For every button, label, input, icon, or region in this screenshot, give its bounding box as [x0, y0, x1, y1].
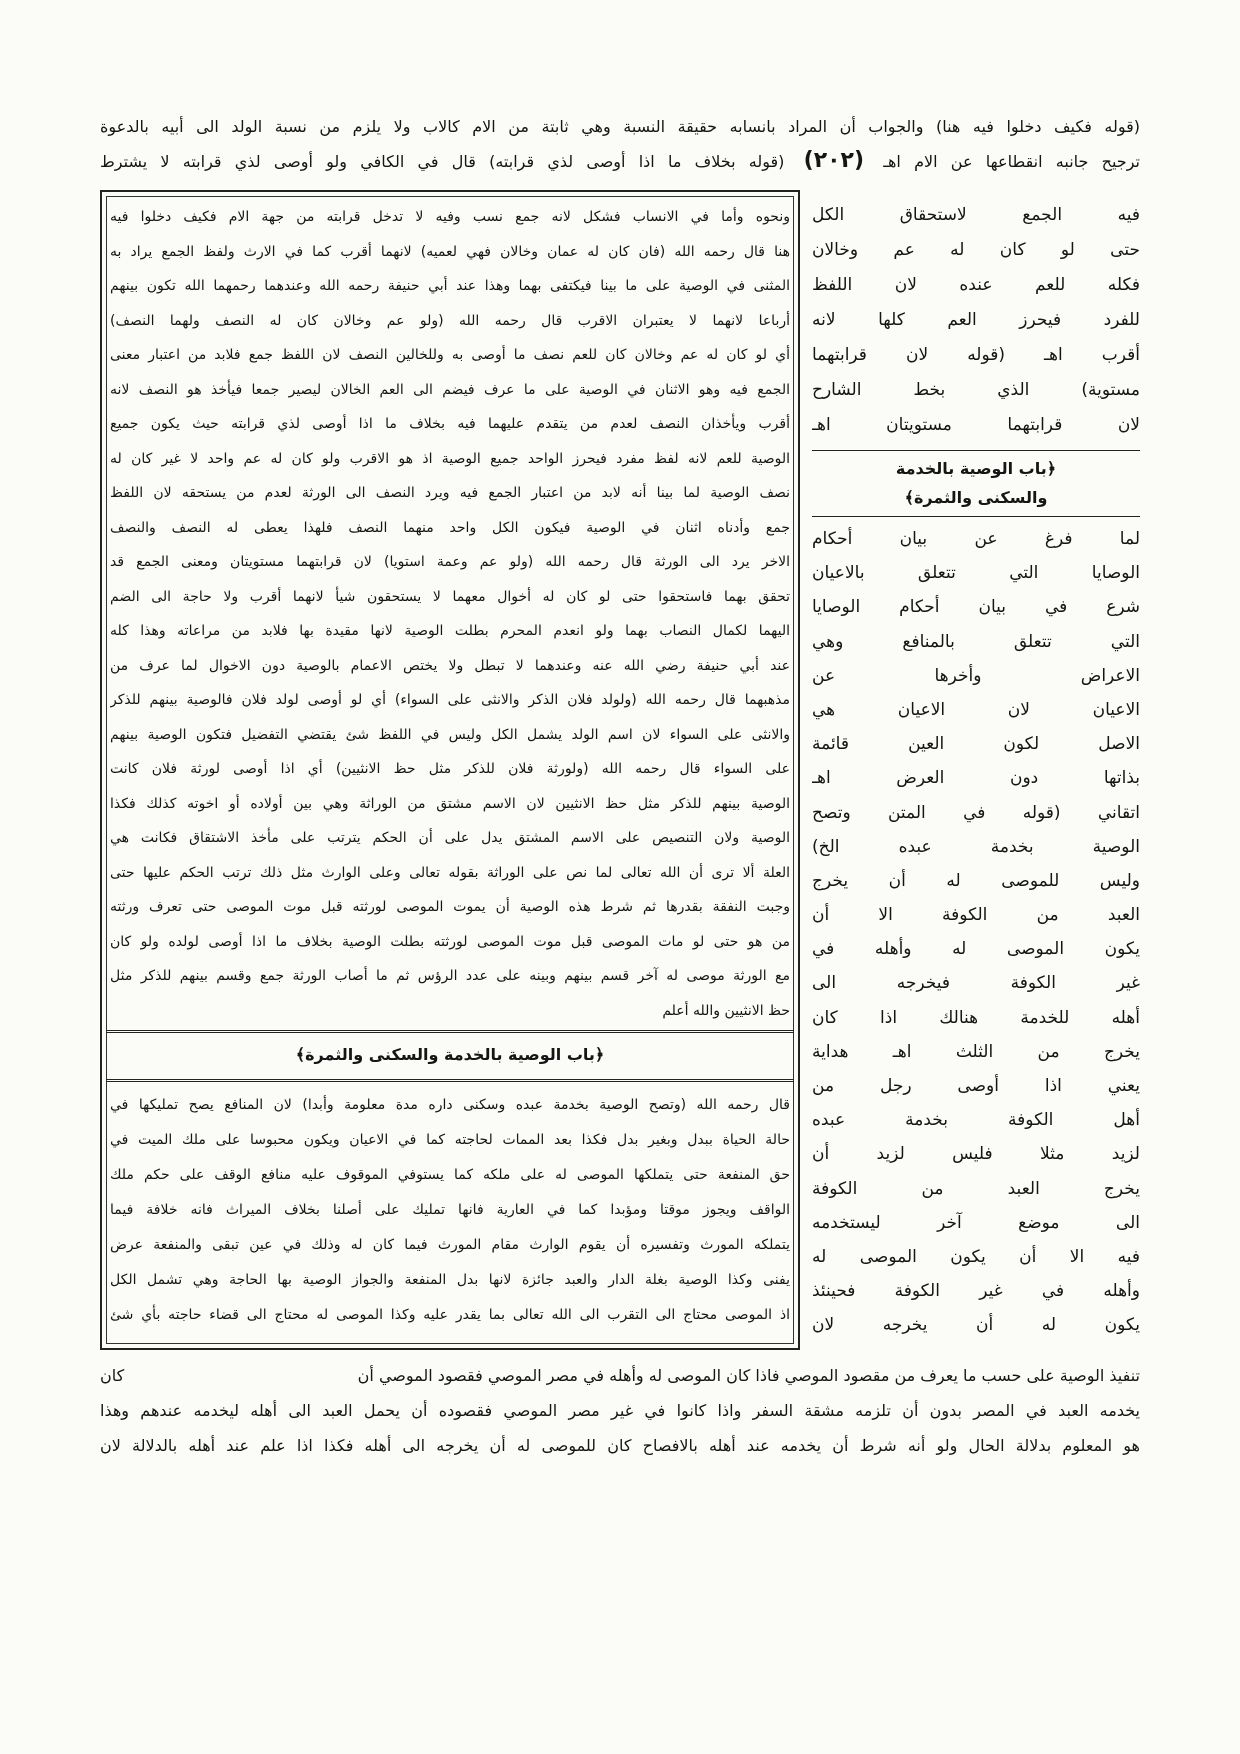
header-line-segment: ترجيح جانبه انقطاعها عن الام اهـ — [883, 152, 1140, 171]
margin-line: بذاتها دون العرض اهـ — [812, 768, 1140, 789]
main-line: الوصية ولان التنصيص على الاسم المشتق يدل على أن الحكم يترتب على مأخذ الاشتقاق فكانت هي — [110, 830, 790, 846]
margin-line: أقرب اهـ (قوله لان قرابتهما — [812, 345, 1140, 365]
margin-line: الوصايا التي تتعلق بالاعيان — [812, 563, 1140, 584]
main-line: اليهما لكمال النصاب بهما ولو انعدم المحرم بطلت الوصية لانها مقيدة بها فلابد من مراعاته وهذا كله — [110, 623, 790, 639]
margin-line: للفرد فيحرز العم كلها لانه — [812, 310, 1140, 330]
main-line: المثنى في الوصية على ما بينا فيكتفى بهما وهذا عند أبي حنيفة رحمه الله وعندهما رحمهما الله تكون بينهم — [110, 278, 790, 294]
main-line: ونحوه وأما في الانساب فشكل لانه جمع نسب وفيه لا تدخل قرابته من جهة الام فكيف دخلوا فيه — [110, 209, 790, 225]
section-line: اذ الموصى محتاج الى التقرب الى الله تعالى بما يقدر عليه وكذا الموصى له محتاج الى قضاء حاجته بأي شئ — [110, 1307, 790, 1323]
section-body — [110, 1088, 790, 1338]
margin-line: يعني اذا أوصى رجل من — [812, 1076, 1140, 1096]
margin-heading-line: ﴿باب الوصية بالخدمة — [895, 459, 1057, 478]
main-line: عند أبي حنيفة رضي الله عنه وعندهما لا تبطل ولا يختص الاعمام بالوصية دون الاخوال لما عرف من — [110, 657, 790, 674]
margin-line: يخرج العبد من الكوفة — [812, 1178, 1140, 1199]
margin-line: يخرج من الثلث اهـ هداية — [812, 1041, 1140, 1062]
main-body — [110, 200, 790, 1028]
main-line: مذهبهما قال رحمه الله (ولولد فلان الذكر والانثى على السواء) أي لو أوصى لولد فلان فالوصية بينهم للذكر — [110, 692, 790, 708]
main-line: مع الورثة موصى له آخر قسم بينهم وبينه على عدد الرؤس ثم ما أصاب الورثة جمع وقسم بينهم للذكر مثل — [110, 968, 790, 984]
header-line — [100, 144, 1140, 178]
margin-line: التي تتعلق بالمنافع وهي — [812, 631, 1140, 652]
margin-divider — [812, 450, 1140, 451]
margin-body-notes — [812, 522, 1140, 1343]
margin-line: الاعراض وأخرها عن — [812, 665, 1140, 686]
main-line: أرباعا لانهما لا يعتبران الاقرب قال رحمه الله (ولو عم وخالان كان له النصف ولهما النصف) — [110, 312, 790, 329]
margin-line: الاصل لكون العين قائمة — [812, 734, 1140, 755]
main-line: الوصية للعم لانه لفظ مفرد فيحرز الواحد جميع الوصية اذ هو الاقرب ولو كان له عم واحد لا غير كان له — [110, 450, 790, 467]
margin-line: فيه الا أن يكون الموصى له — [812, 1246, 1140, 1267]
margin-line: فيه الجمع لاستحقاق الكل — [812, 205, 1140, 225]
footer-line — [100, 1358, 1140, 1393]
margin-line: العبد من الكوفة الا أن — [812, 905, 1140, 926]
margin-line: الوصية بخدمة عبده الخ) — [812, 836, 1140, 857]
catchword: كان — [100, 1366, 125, 1385]
margin-line: أهل الكوفة بخدمة عبده — [812, 1110, 1140, 1131]
section-line: يفنى وكذا الوصية بغلة الدار والعبد جائزة لانها بدل المنفعة والجواز الوصية بها الحاجة وهي تشمل الكل — [110, 1272, 790, 1288]
section-line: قال رحمه الله (وتصح الوصية بخدمة عبده وسكنى داره مدة معلومة وأبدا) لان المنافع يصح تمليكها في — [110, 1097, 790, 1113]
main-line: من هو حتى لو مات الموصى قبل موت الموصى لورثته بطلت الوصية بخلاف ما اذا أوصى لولده ولو كان — [110, 933, 790, 950]
main-line: جمع وأدناه اثنان في الوصية فيكون الكل واحد منهما النصف فلهذا يعطى له النصف والنصف — [110, 519, 790, 536]
footer-commentary — [100, 1358, 1140, 1463]
margin-line: وليس للموصى له أن يخرج — [812, 870, 1140, 891]
main-line: الجمع فيه وهو الاثنان في الوصية على ما عرف فيضم الى العم الخالان ليصير جمعا فيأخذ هو النصف لانه — [110, 381, 790, 398]
section-line: يتملكه المورث وتفسيره أن يقوم الوارث مقام المورث فيما كان له وذلك في عين تبقى والمنفعة عرض — [110, 1237, 790, 1253]
margin-line: وأهله في غير الكوفة فحينئذ — [812, 1281, 1140, 1302]
section-line: الواقف ويجوز موقتا ومؤبدا كما في العارية فانها تمليك على أصلنا بخلاف الميراث فانه خلافة فيما — [110, 1202, 790, 1218]
footer-line: هو المعلوم بدلالة الحال ولو أنه شرط أن يخدمه عند أهله بالافصاح كان للموصى له أن يخرجه الى أهله فكذا اذا علم عند أهله بالدلالة لان — [100, 1436, 1140, 1455]
margin-line: غير الكوفة فيخرجه الى — [812, 973, 1140, 994]
header-line: (قوله فكيف دخلوا فيه هنا) والجواب أن المراد بانسابه حقيقة النسبة وهي ثابتة من الام كالاب ولا يلزم من نسبة الولد الى أبيه بالدعوة — [100, 117, 1140, 136]
main-text-frame — [100, 190, 800, 1350]
margin-heading — [812, 454, 1140, 512]
section-heading-band — [106, 1030, 794, 1082]
main-line: الاخر يرد الى الورثة قال رحمه الله (ولو عم وعمة استويا) لان قرابتهما مستويتان ومعنى الجمع قد — [110, 554, 790, 570]
margin-notes — [812, 190, 1140, 1350]
section-line: حالة الحياة ببدل وبغير بدل فكذا بعد الممات لحاجته كما في الاعيان ويكون محبوسا على ملك الميت في — [110, 1132, 790, 1148]
footer-line-text: تنفيذ الوصية على حسب ما يعرف من مقصود الموصي فاذا كان الموصى له وأهله في مصر الموصي فقصود الموصي أن — [357, 1366, 1140, 1385]
main-line: على السواء قال رحمه الله (ولورثة فلان للذكر مثل حظ الانثيين) أي اذا أوصى لورثة فلان كانت — [110, 761, 790, 777]
main-line: تحقق بهما فاستحقوا حتى لو كان له أخوال معهما لا يستحقون شيأ لانهما أقرب ولا حاجة الى الضم — [110, 588, 790, 605]
margin-line: يكون الموصى له وأهله في — [812, 939, 1140, 960]
main-line: أي لو كان له عم وخالان كان للعم نصف ما أوصى به وللخالين النصف لان اللفظ جمع فلابد من اعتبار معنى — [110, 347, 790, 363]
margin-line: مستوية) الذي بخط الشارح — [812, 380, 1140, 400]
margin-heading-line: والسكنى والثمرة﴾ — [904, 488, 1048, 507]
margin-line: شرع في بيان أحكام الوصايا — [812, 597, 1140, 618]
main-line: حظ الانثيين والله أعلم — [662, 1002, 790, 1019]
main-line: والانثى على السواء لان اسم الولد يشمل الكل وليس في اللفظ شئ يقتضي التفضيل فتكون الوصية بينهم — [110, 726, 790, 743]
main-line: الوصية بينهم للذكر مثل حظ الانثيين لان الاسم مشتق من الوراثة وهي بين أولاده أو اخوته كذلك فكذا — [110, 795, 790, 812]
main-line: العلة ألا ترى أن الله تعالى لما نص على الوراثة بقوله تعالى وعلى الوارث مثل ذلك ترتب الحكم عليها حتى — [110, 864, 790, 881]
margin-line: فكله للعم عنده لان اللفظ — [812, 275, 1140, 295]
margin-line: يكون له أن يخرجه لان — [812, 1315, 1140, 1336]
header-line-segment: (قوله بخلاف ما اذا أوصى لذي قرابته) قال في الكافي ولو أوصى لذي قرابته لا يشترط — [100, 152, 785, 171]
margin-line: الى موضع آخر ليستخدمه — [812, 1212, 1140, 1233]
header-commentary — [100, 110, 1140, 178]
page-number: (٢٠٢) — [803, 148, 865, 173]
section-line: حق المنفعة حتى يتملكها الموصى له على ملكه كما يستوفي الموقوف عليه منافع الوقف على حكم ملك — [110, 1167, 790, 1183]
margin-line: لان قرابتهما مستويتان اهـ — [812, 415, 1140, 435]
main-line: أقرب ويأخذان النصف لعدم من يتقدم عليهما فيه بخلاف ما اذا أوصى لذي قرابته حيث يكون جميع — [110, 416, 790, 432]
main-line: نصف الوصية لما بينا أنه لابد من اعتبار الجمع فيه ويرد النصف الى الورثة لعدم من يستحقه لان اللفظ — [110, 485, 790, 501]
main-line: وجبت النفقة بقدرها ثم شرط هذه الوصية أن يموت الموصى لورثته قبل موت الموصى حتى تعرف ورثته — [110, 899, 790, 915]
margin-line: أهله للخدمة هنالك اذا كان — [812, 1007, 1140, 1028]
margin-top-notes — [812, 198, 1140, 443]
margin-line: لزيد مثلا فليس لزيد أن — [812, 1144, 1140, 1165]
margin-line: اتقاني (قوله في المتن وتصح — [812, 802, 1140, 823]
margin-line: لما فرغ عن بيان أحكام — [812, 529, 1140, 549]
margin-divider — [812, 516, 1140, 517]
section-heading: ﴿باب الوصية بالخدمة والسكنى والثمرة﴾ — [295, 1045, 605, 1064]
main-line: هنا قال رحمه الله (فان كان له عمان وخالان فهي لعميه) لانهما أقرب كما في الارث ولفظ الجمع يراد به — [110, 243, 790, 260]
margin-line: حتى لو كان له عم وخالان — [812, 240, 1140, 260]
margin-line: الاعيان لان الاعيان هي — [812, 699, 1140, 720]
footer-line: يخدمه العبد في المصر بدون أن تلزمه مشقة السفر واذا كانوا في غير مصر الموصي فقصوده أن يحمل العبد الى أهله ليخدمه عندهم وهذا — [100, 1401, 1140, 1420]
